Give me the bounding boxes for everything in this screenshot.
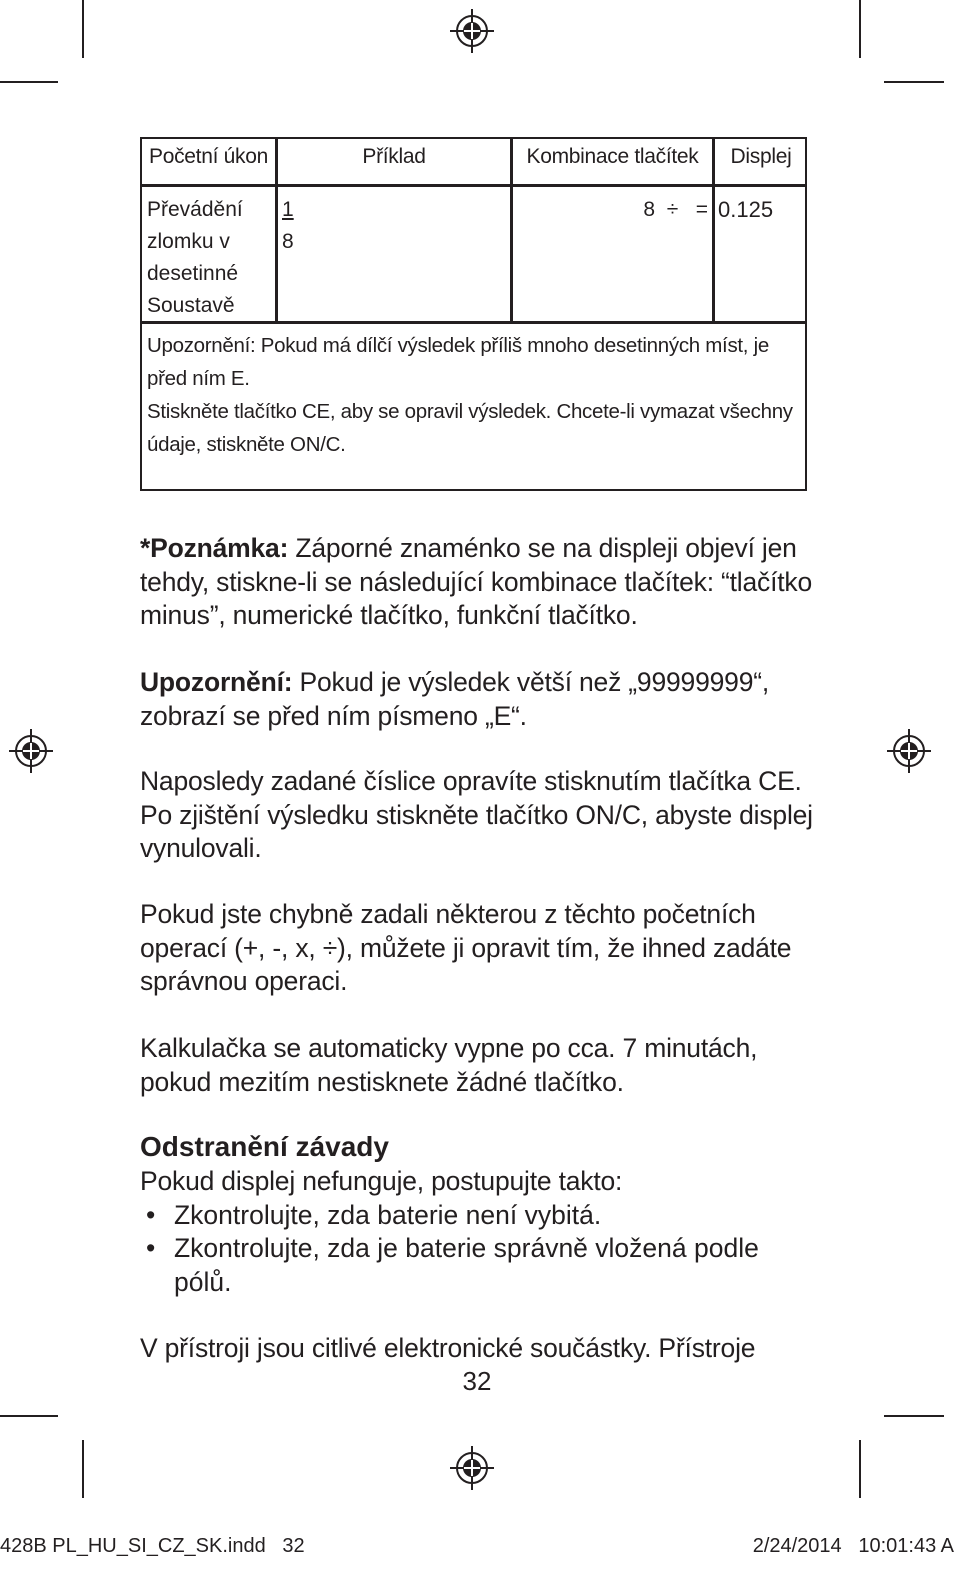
crop-mark: [82, 0, 84, 58]
note-label: *Poznámka:: [140, 533, 289, 563]
registration-mark-icon: [9, 729, 53, 773]
note-paragraph: [140, 532, 820, 633]
crop-mark: [82, 1440, 84, 1498]
note-line: údaje, stiskněte ON/C.: [147, 433, 346, 456]
page-number: 32: [462, 1366, 492, 1396]
table-note: [147, 329, 802, 461]
header-display: Displej: [730, 145, 792, 168]
fraction-numerator: 1: [282, 198, 294, 221]
operation-cell: [147, 194, 275, 322]
bullet-icon: •: [146, 1200, 156, 1230]
crop-mark: [0, 81, 58, 83]
correction-paragraph: Naposledy zadané číslice opravíte stisknutím tlačítka CE. Po zjištění výsledku stiskněte tlačítko ON/C, abyste displej vynulovali.: [140, 766, 813, 863]
warning-label: Upozornění:: [140, 667, 293, 697]
header-example: Příklad: [362, 145, 426, 168]
troubleshooting-intro: Pokud displej nefunguje, postupujte takto:: [140, 1166, 623, 1196]
troubleshooting-heading: Odstranění závady: [140, 1131, 389, 1162]
header-operation: Početní úkon: [149, 145, 268, 168]
list-item: [140, 1199, 820, 1233]
trailing-paragraph: V přístroji jsou citlivé elektronické součástky. Přístroje: [140, 1333, 756, 1363]
footer-timestamp: 2/24/2014 10:01:43 A: [752, 1535, 954, 1557]
warning-text: Pokud je výsledek větší než „99999999“, zobrazí se před ním písmeno „E“.: [140, 667, 770, 731]
operation-line: Soustavě: [147, 294, 235, 317]
header-key-combination: Kombinace tlačítek: [526, 145, 699, 168]
wrong-operation-paragraph: Pokud jste chybně zadali některou z těchto početních operací (+, -, x, ÷), můžete ji opravit tím, že ihned zadáte správnou operaci.: [140, 899, 792, 996]
fraction-denominator: 8: [282, 230, 294, 253]
key-combination-value: 8 ÷ =: [643, 198, 708, 221]
crop-mark: [884, 81, 944, 83]
registration-mark-icon: [887, 729, 931, 773]
operation-line: zlomku v: [147, 230, 230, 253]
warning-paragraph: [140, 666, 820, 733]
bullet-icon: •: [146, 1233, 156, 1263]
crop-mark: [859, 1440, 861, 1498]
operation-line: desetinné: [147, 262, 239, 285]
crop-mark: [884, 1415, 944, 1417]
bullet-text: Zkontrolujte, zda baterie není vybitá.: [174, 1200, 602, 1230]
example-fraction: [282, 194, 342, 258]
list-item: [140, 1232, 820, 1299]
crop-mark: [0, 1415, 58, 1417]
footer-file-info: 428B PL_HU_SI_CZ_SK.indd 32: [0, 1535, 305, 1557]
registration-mark-icon: [450, 1446, 494, 1490]
note-text: Záporné znaménko se na displeji objeví jen tehdy, stiskne-li se následující kombinace tlačítek: “tlačítko minus”, numerické tlačítko, funkční tlačítko.: [140, 533, 812, 630]
note-line: před ním E.: [147, 367, 250, 390]
operation-line: Převádění: [147, 198, 243, 221]
display-value: 0.125: [718, 197, 774, 222]
calculation-table: [140, 137, 807, 491]
bullet-text: Zkontrolujte, zda je baterie správně vložená podle pólů.: [174, 1233, 759, 1297]
auto-off-paragraph: Kalkulačka se automaticky vypne po cca. 7 minutách, pokud mezitím nestisknete žádné tlačítko.: [140, 1033, 758, 1097]
note-line: Upozornění: Pokud má dílčí výsledek příliš mnoho desetinných míst, je: [147, 334, 769, 357]
note-line: Stiskněte tlačítko CE, aby se opravil výsledek. Chcete-li vymazat všechny: [147, 400, 793, 423]
crop-mark: [859, 0, 861, 58]
registration-mark-icon: [450, 9, 494, 53]
